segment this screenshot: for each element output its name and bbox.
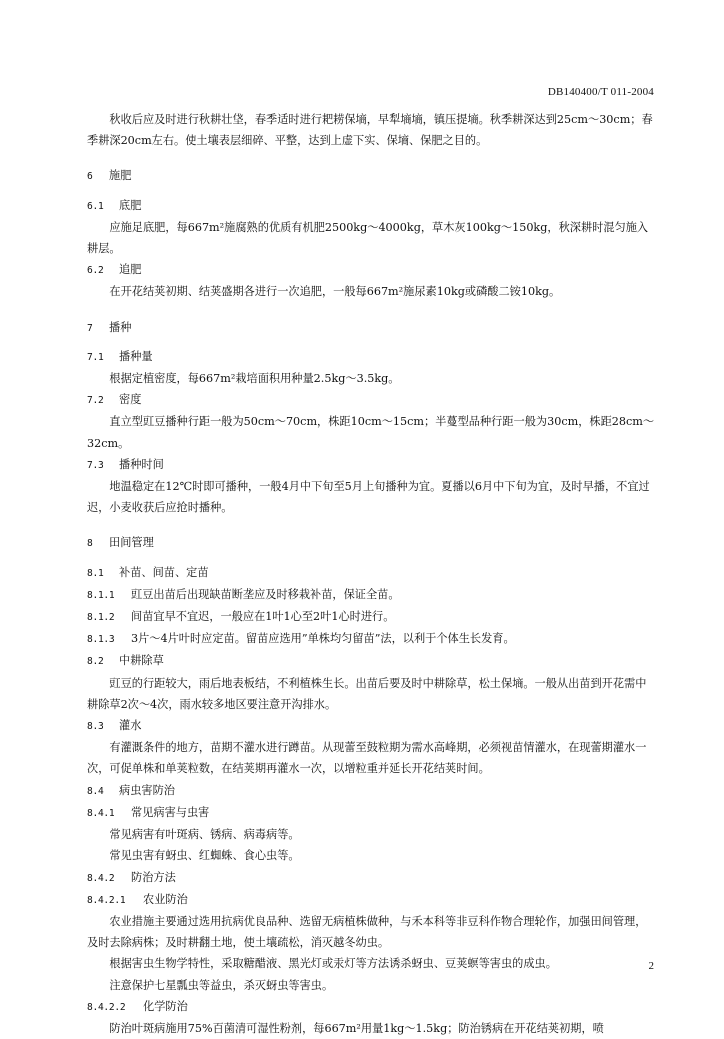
section-number: 8.1.2 [87,612,115,624]
section-6-2-heading [87,259,657,281]
section-8-1-1 [87,584,657,606]
paragraph-8-4-1-pests: 常见虫害有蚜虫、红蜘蛛、食心虫等。 [109,849,300,863]
section-number: 6 [87,171,93,183]
section-number: 8.4 [87,785,104,797]
section-number: 8.1 [87,567,104,579]
paragraph-8-2: 豇豆的行距较大，雨后地表板结，不利植株生长。出苗后要及时中耕除草，松土保墒。一般从出苗到开花需中耕除草2次～4次，雨水较多地区要注意开沟排水。 [87,676,647,711]
section-number: 8.4.2.1 [87,894,126,906]
paragraph-7-1: 根据定植密度，每667m²栽培面积用种量2.5kg～3.5kg。 [109,372,400,386]
section-title: 田间管理 [109,536,154,550]
section-title: 灌水 [119,719,142,733]
section-title: 农业防治 [143,892,188,906]
section-number: 8.1.1 [87,589,115,601]
section-title: 底肥 [119,198,142,212]
paragraph-6-2: 在开花结荚初期、结荚盛期各进行一次追肥，一般每667m²施尿素10kg或磷酸二铵10kg。 [109,285,561,299]
section-title: 常见病害与虫害 [131,805,210,819]
section-title: 密度 [119,393,142,407]
section-7-1-heading [87,346,657,368]
section-7-3-heading [87,454,657,476]
section-8-3-heading [87,715,657,737]
section-8-heading [87,532,657,554]
section-8-4-2-1-heading [87,889,657,911]
paragraph-7-2: 直立型豇豆播种行距一般为50cm～70cm，株距10cm～15cm；半蔓型品种行距一般为30cm，株距28cm～32cm。 [87,415,655,450]
section-number: 7.1 [87,351,104,363]
section-number: 7 [87,322,93,334]
paragraph-6-1: 应施足底肥，每667m²施腐熟的优质有机肥2500kg～4000kg，草木灰100kg～150kg，秋深耕时混匀施入耕层。 [87,220,649,256]
section-text: 3片～4片叶时应定苗。留苗应选用”单株均匀留苗”法，以利于个体生长发育。 [131,632,515,646]
page-number: 2 [648,960,654,972]
paragraph-8-4-2-1-a: 农业措施主要通过选用抗病优良品种、选留无病植株做种，与禾本科等非豆科作物合理轮作，加强田间管理，及时去除病株；及时耕翻土地，使土壤疏松，消灭越冬幼虫。 [87,914,647,950]
section-title: 播种量 [119,349,153,363]
section-title: 施肥 [109,169,132,183]
section-title: 播种 [109,320,132,334]
section-number: 8.1.3 [87,634,115,646]
section-8-1-heading [87,562,657,584]
section-8-1-3 [87,628,657,650]
paragraph-8-3: 有灌溉条件的地方，苗期不灌水进行蹲苗。从现蕾至鼓粒期为需水高峰期，必须视苗情灌水，在现蕾期灌水一次，可促单株和单荚粒数，在结荚期再灌水一次，以增粒重并延长开花结荚时间。 [87,741,647,776]
section-number: 6.1 [87,200,104,212]
section-6-1-heading [87,195,657,217]
section-number: 8.4.1 [87,807,115,819]
paragraph-8-4-2-1-b: 根据害虫生物学特性，采取糖醋液、黑光灯或汞灯等方法诱杀蚜虫、豆荚螟等害虫的成虫。 [109,957,557,971]
section-8-4-1-heading [87,802,657,824]
document-body [87,109,657,1039]
section-number: 8.4.2.2 [87,1001,126,1013]
document-code: DB140400/T 011-2004 [547,86,654,98]
section-7-2-heading [87,389,657,411]
section-number: 8.2 [87,656,104,668]
paragraph-8-4-1-diseases: 常见病害有叶斑病、锈病、病毒病等。 [109,828,300,842]
section-8-4-2-2-heading [87,996,657,1018]
section-8-4-heading [87,780,657,802]
section-title: 补苗、间苗、定苗 [119,565,209,579]
paragraph-8-4-2-2: 防治叶斑病施用75%百菌清可湿性粉剂，每667m²用量1kg～1.5kg；防治锈病在开花结荚初期，喷 [109,1021,604,1035]
section-title: 化学防治 [143,999,188,1013]
section-title: 中耕除草 [119,654,164,668]
section-text: 豇豆出苗后出现缺苗断垄应及时移栽补苗，保证全苗。 [131,587,400,601]
section-number: 7.3 [87,459,104,471]
section-number: 6.2 [87,265,104,277]
section-title: 追肥 [119,263,142,277]
section-7-heading [87,317,657,339]
section-title: 病虫害防治 [119,783,175,797]
section-6-heading [87,165,657,187]
section-8-2-heading [87,650,657,672]
paragraph-7-3: 地温稳定在12℃时即可播种，一般4月中下旬至5月上旬播种为宜。夏播以6月中下旬为宜，及时早播，不宜过迟，小麦收获后应抢时播种。 [87,480,650,515]
paragraph-intro: 秋收后应及时进行秋耕壮垡，春季适时进行耙耢保墒，早犁墒墒，镇压提墒。秋季耕深达到25cm～30cm；春季耕深20cm左右。使土壤表层细碎、平整，达到上虚下实、保墒、保肥之目的。 [87,113,653,148]
section-title: 防治方法 [131,870,176,884]
section-number: 8 [87,538,93,550]
paragraph-8-4-2-1-c: 注意保护七星瓢虫等益虫，杀灭蚜虫等害虫。 [109,978,334,992]
section-text: 间苗宜早不宜迟，一般应在1叶1心至2叶1心时进行。 [131,610,395,624]
section-number: 8.3 [87,721,104,733]
section-8-1-2 [87,606,657,628]
section-number: 7.2 [87,395,104,407]
section-number: 8.4.2 [87,872,115,884]
section-title: 播种时间 [119,457,164,471]
section-8-4-2-heading [87,867,657,889]
